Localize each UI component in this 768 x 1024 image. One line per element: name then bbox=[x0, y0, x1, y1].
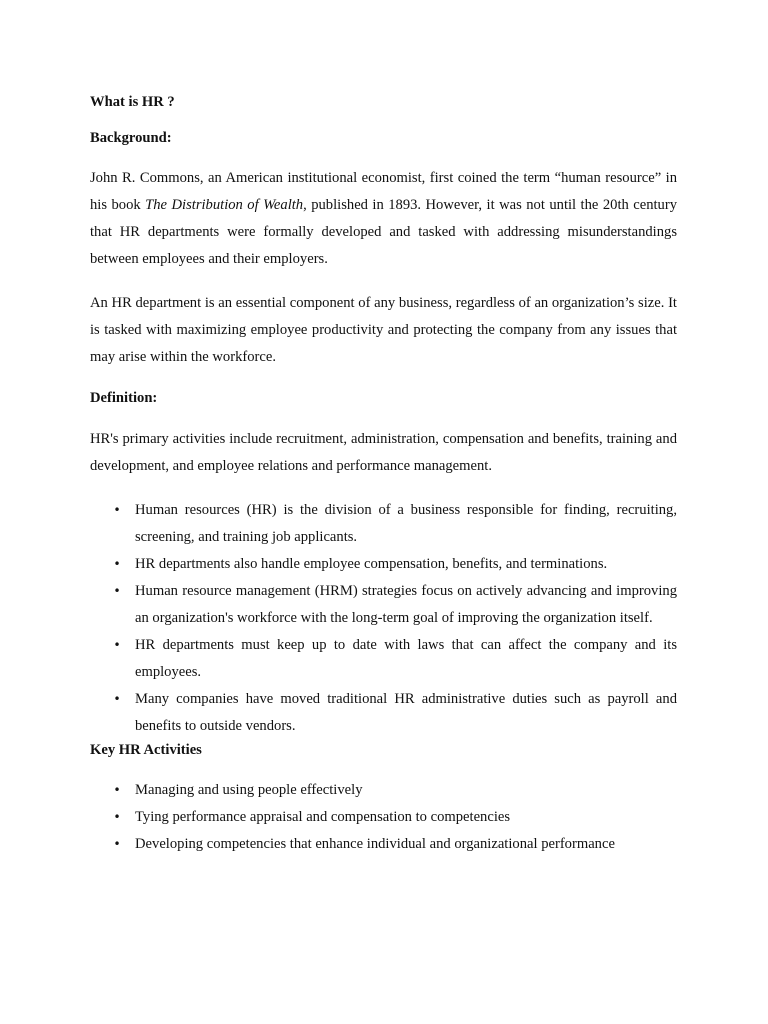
list-item-text: Human resource management (HRM) strategies focus on actively advancing and improving an organization's workforce with the long-term goal of improving the organization itself. bbox=[135, 583, 677, 626]
list-item-text: Tying performance appraisal and compensation to competencies bbox=[135, 809, 511, 825]
paragraph-text: John R. Commons, an American institutional economist, first coined the term “human resource” in his book bbox=[90, 170, 677, 213]
background-paragraph-1 bbox=[90, 165, 677, 273]
key-activities-bullet-list bbox=[90, 777, 677, 858]
bullet-icon: • bbox=[113, 638, 121, 652]
list-item bbox=[90, 804, 677, 831]
list-item bbox=[90, 497, 677, 551]
document-body bbox=[90, 92, 677, 858]
background-heading: Background: bbox=[90, 130, 172, 146]
list-item bbox=[90, 686, 677, 740]
page-title: What is HR ? bbox=[90, 94, 175, 110]
bullet-icon: • bbox=[113, 837, 121, 851]
book-title: The Distribution of Wealth bbox=[145, 197, 304, 213]
definition-bullet-list bbox=[90, 497, 677, 740]
list-item-text: Developing competencies that enhance individual and organizational performance bbox=[135, 836, 615, 852]
definition-heading: Definition: bbox=[90, 390, 158, 406]
key-activities-heading: Key HR Activities bbox=[90, 742, 202, 758]
list-item bbox=[90, 777, 677, 804]
list-item-text: Managing and using people effectively bbox=[135, 782, 363, 798]
background-paragraph-2: An HR department is an essential component of any business, regardless of an organization’s size. It is tasked with maximizing employee productivity and protecting the company from any issues that may arise within the workforce. bbox=[90, 295, 677, 365]
bullet-icon: • bbox=[113, 692, 121, 706]
bullet-icon: • bbox=[113, 503, 121, 517]
list-item bbox=[90, 578, 677, 632]
list-item bbox=[90, 551, 677, 578]
bullet-icon: • bbox=[113, 810, 121, 824]
bullet-icon: • bbox=[113, 557, 121, 571]
list-item-text: HR departments also handle employee compensation, benefits, and terminations. bbox=[135, 556, 608, 572]
list-item-text: Many companies have moved traditional HR administrative duties such as payroll and benefits to outside vendors. bbox=[135, 691, 677, 734]
list-item bbox=[90, 831, 677, 858]
bullet-icon: • bbox=[113, 783, 121, 797]
bullet-icon: • bbox=[113, 584, 121, 598]
paragraph-text: , published in 1893. However, it was not until the 20th century that HR departments were formally developed and tasked with addressing misunderstandings between employees and their employers. bbox=[90, 197, 678, 267]
definition-paragraph: HR's primary activities include recruitment, administration, compensation and benefits, training and development, and employee relations and performance management. bbox=[90, 431, 677, 474]
list-item bbox=[90, 632, 677, 686]
list-item-text: Human resources (HR) is the division of a business responsible for finding, recruiting, screening, and training job applicants. bbox=[135, 502, 677, 545]
list-item-text: HR departments must keep up to date with laws that can affect the company and its employees. bbox=[135, 637, 677, 680]
